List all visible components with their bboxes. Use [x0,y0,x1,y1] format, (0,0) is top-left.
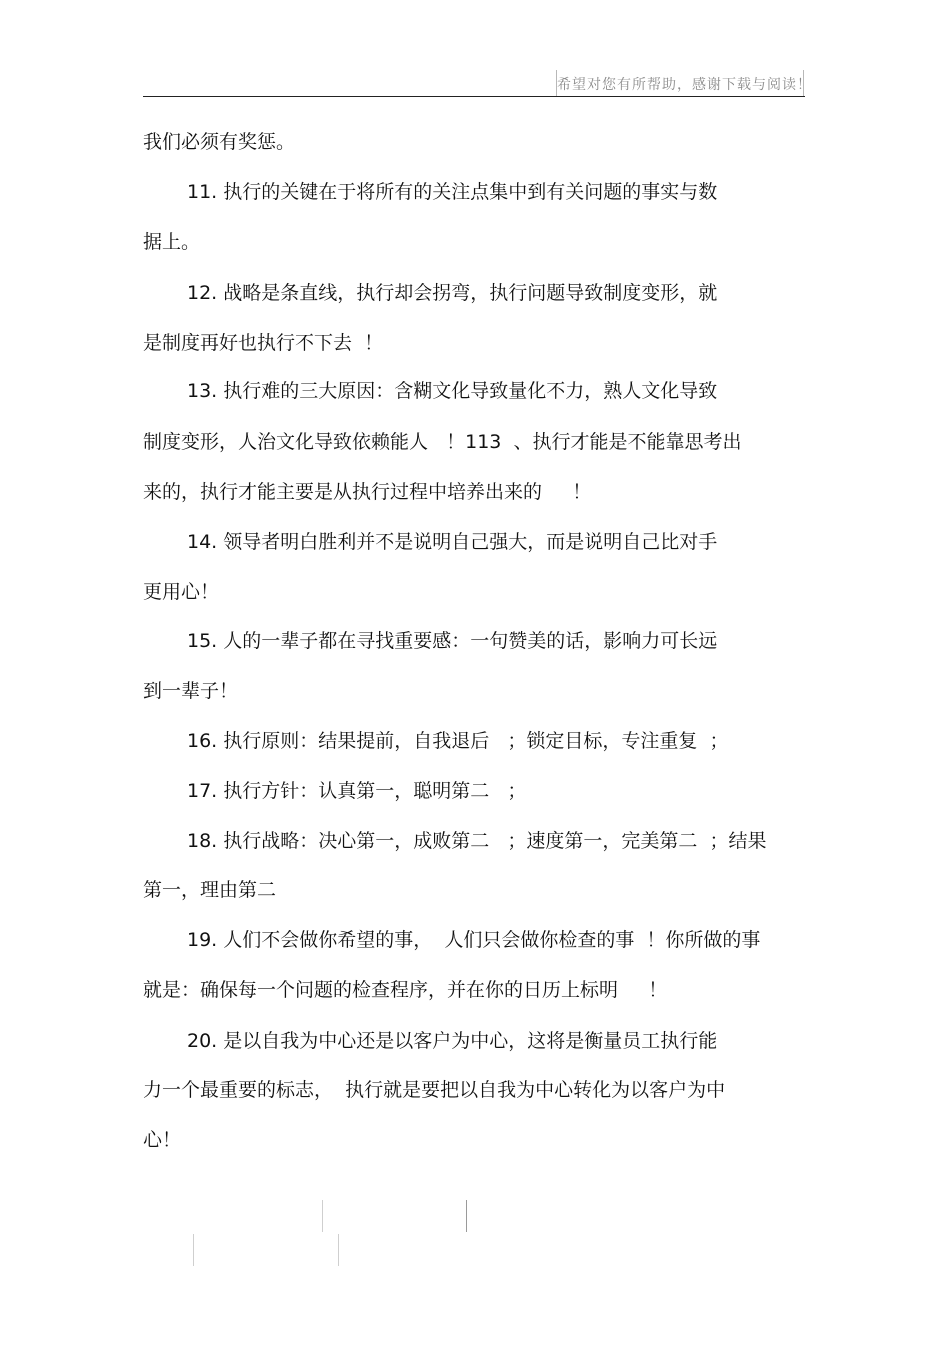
text-line: 12. 战略是条直线，执行却会拐弯，执行问题导致制度变形，就 [187,282,718,304]
text-line: 据上。 [143,231,201,253]
text-line: 心！ [143,1129,182,1151]
text-line: 18. 执行战略：决心第一，成败第二 ；速度第一，完美第二 ；结果 [187,830,767,852]
table-border-mark [193,1234,194,1266]
text-line: 第一，理由第二 [143,879,277,901]
table-border-mark [338,1234,339,1266]
header-note-box [556,70,812,96]
text-line: 到一辈子！ [143,680,239,702]
table-border-mark [466,1200,467,1232]
text-line: 是制度再好也执行不下去 ！ [143,332,384,354]
text-line: 11. 执行的关键在于将所有的关注点集中到有关问题的事实与数 [187,181,718,203]
text-line: 更用心！ [143,581,220,603]
text-line: 19. 人们不会做你希望的事， 人们只会做你检查的事 ！你所做的事 [187,929,761,951]
header-rule [143,96,805,97]
text-line: 13. 执行难的三大原因：含糊文化导致量化不力，熟人文化导致 [187,380,718,402]
text-line: 我们必须有奖惩。 [143,131,296,153]
table-border-mark [322,1200,323,1232]
text-line: 17. 执行方针：认真第一，聪明第二 ； [187,780,527,802]
text-line: 20. 是以自我为中心还是以客户为中心，这将是衡量员工执行能 [187,1030,718,1052]
text-line: 力一个最重要的标志， 执行就是要把以自我为中心转化为以客户为中 [143,1079,726,1101]
text-line: 制度变形，人治文化导致依赖能人 ！113 、执行才能是不能靠思考出 [143,431,742,453]
text-line: 就是：确保每一个问题的检查程序，并在你的日历上标明 ！ [143,979,668,1001]
text-line: 16. 执行原则：结果提前，自我退后 ；锁定目标，专注重复 ； [187,730,729,752]
text-line: 15. 人的一辈子都在寻找重要感：一句赞美的话，影响力可长远 [187,630,718,652]
text-line: 14. 领导者明白胜利并不是说明自己强大，而是说明自己比对手 [187,531,718,553]
header-note: 希望对您有所帮助，感谢下载与阅读！ [557,77,812,93]
text-line: 来的，执行才能主要是从执行过程中培养出来的 ！ [143,481,592,503]
